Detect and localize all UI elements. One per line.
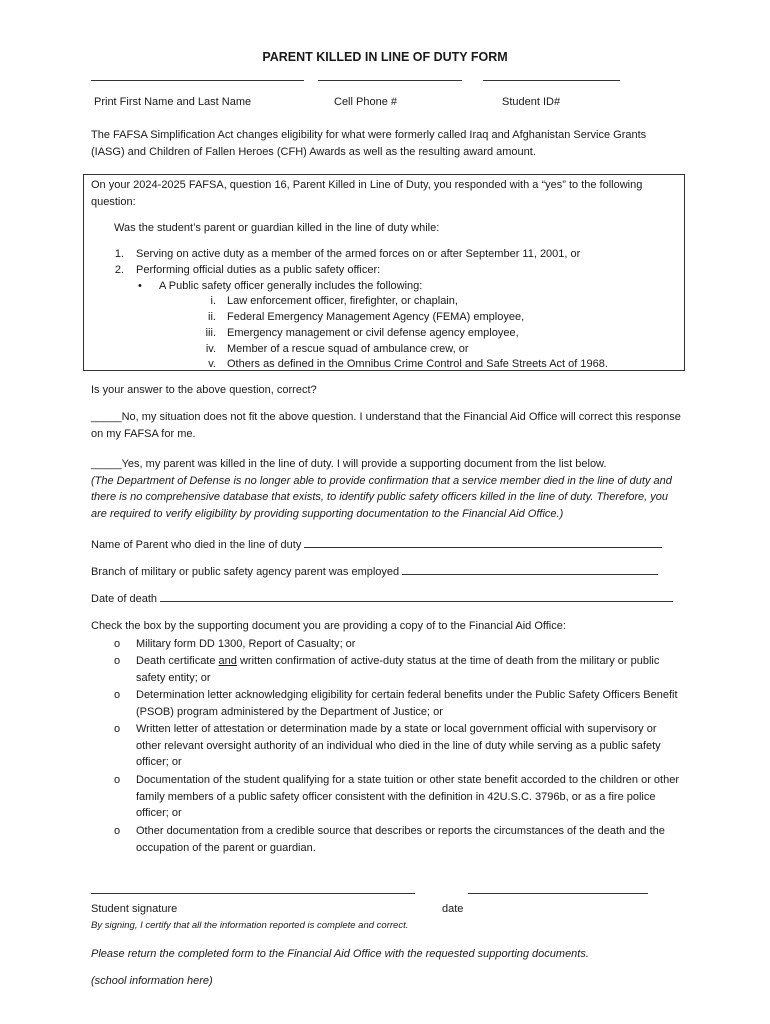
certify-text: By signing, I certify that all the information reported is complete and correct. (91, 920, 409, 931)
question-box (83, 174, 685, 371)
roman-text: Emergency management or civil defense agency employee, (227, 327, 519, 339)
doc-item-3: Determination letter acknowledging eligibility for certain federal benefits under the Public Safety Officers Benefit (PSOB) program administered by the Department of Justice; or (136, 689, 678, 718)
item-text: Performing official duties as a public safety officer: (136, 264, 381, 276)
roman-number: iv. (205, 343, 216, 355)
doc-item-2-post: written confirmation of active-duty status at the time of death from the military or public safety entity; or (136, 655, 660, 684)
doc-item-2-pre: Death certificate (136, 655, 219, 667)
form-title: PARENT KILLED IN LINE OF DUTY FORM (262, 50, 508, 64)
doc-item-4: Written letter of attestation or determination made by a state or local government official with supervisory or other relevant oversight authority of an individual who died in the line of duty while serving as a public safety officer; or (136, 723, 661, 768)
option-no (91, 409, 681, 442)
date-of-death-input[interactable] (160, 591, 673, 602)
parent-name-label: Name of Parent who died in the line of duty (91, 539, 302, 551)
date-label: date (442, 903, 464, 915)
option-yes-note: (The Department of Defense is no longer able to provide confirmation that a service member died in the line of duty and there is no comprehensive database that exists, to identify public safety officers killed in the line of duty. Therefore, you are required to verify eligibility by providing supporting documentation to the Financial Aid Office.) (91, 474, 672, 520)
roman-text: Member of a rescue squad of ambulance crew, or (227, 343, 469, 355)
date-line[interactable] (468, 893, 648, 894)
roman-number: ii. (208, 311, 216, 323)
checkbox-doc-4[interactable]: o (114, 723, 121, 735)
signature-label: Student signature (91, 903, 178, 915)
item-number: 2. (114, 264, 124, 276)
doc-item-6: Other documentation from a credible source that describes or reports the circumstances of the death and the occupation of the parent or guardian. (136, 825, 665, 854)
branch-field (91, 564, 681, 581)
box-intro: On your 2024-2025 FAFSA, question 16, Parent Killed in Line of Duty, you responded with a “yes” to the following question: (91, 179, 643, 208)
item-text: Serving on active duty as a member of the armed forces on or after September 11, 2001, or (136, 248, 581, 260)
bullet-text: A Public safety officer generally includes the following: (159, 280, 423, 292)
checkbox-doc-1[interactable]: o (114, 638, 121, 650)
roman-text: Law enforcement officer, firefighter, or chaplain, (227, 295, 458, 307)
return-note: Please return the completed form to the Financial Aid Office with the requested supporting documents. (91, 948, 589, 960)
option-yes (91, 456, 681, 522)
checkbox-doc-2[interactable]: o (114, 655, 121, 667)
roman-text: Others as defined in the Omnibus Crime Control and Safe Streets Act of 1968. (227, 358, 608, 370)
date-of-death-label: Date of death (91, 593, 158, 605)
bullet-icon: • (138, 280, 142, 292)
date-of-death-field (91, 591, 681, 608)
student-id-line[interactable] (483, 80, 620, 81)
name-label: Print First Name and Last Name (94, 96, 252, 108)
roman-number: iii. (205, 327, 216, 339)
parent-name-input[interactable] (304, 537, 662, 548)
confirm-question: Is your answer to the above question, correct? (91, 384, 317, 396)
branch-label: Branch of military or public safety agency parent was employed (91, 566, 400, 578)
phone-label: Cell Phone # (334, 96, 397, 108)
phone-line[interactable] (318, 80, 462, 81)
signature-line[interactable] (91, 893, 415, 894)
option-no-blank[interactable]: _____ (91, 411, 122, 423)
option-no-text: No, my situation does not fit the above question. I understand that the Financial Aid Office will correct this response on my FAFSA for me. (91, 411, 681, 440)
doc-item-1: Military form DD 1300, Report of Casualty; or (136, 638, 356, 650)
branch-input[interactable] (402, 564, 658, 575)
option-yes-text: Yes, my parent was killed in the line of duty. I will provide a supporting document from the list below. (121, 458, 607, 470)
item-number: 1. (114, 248, 124, 260)
docs-intro: Check the box by the supporting document you are providing a copy of to the Financial Aid Office: (91, 620, 566, 632)
roman-number: v. (208, 358, 216, 370)
intro-paragraph: The FAFSA Simplification Act changes eligibility for what were formerly called Iraq and Afghanistan Service Grants (IASG) and Children of Fallen Heroes (CFH) Awards as well as the resulting award amount. (91, 129, 647, 158)
checkbox-doc-5[interactable]: o (114, 774, 121, 786)
doc-item-5: Documentation of the student qualifying for a state tuition or other state benefit accorded to the children or other family members of a public safety officer consistent with the definition in 42U.S.C. 3796b, or as a fire police officer; or (136, 774, 679, 819)
roman-text: Federal Emergency Management Agency (FEMA) employee, (227, 311, 525, 323)
checkbox-doc-3[interactable]: o (114, 689, 121, 701)
option-yes-blank[interactable]: _____ (91, 458, 122, 470)
doc-item-2 (136, 653, 681, 686)
name-line[interactable] (91, 80, 304, 81)
doc-item-2-and: and (218, 655, 237, 667)
student-id-label: Student ID# (502, 96, 561, 108)
school-info: (school information here) (91, 975, 213, 987)
roman-number: i. (210, 295, 216, 307)
checkbox-doc-6[interactable]: o (114, 825, 121, 837)
box-question: Was the student’s parent or guardian killed in the line of duty while: (114, 222, 440, 234)
parent-name-field (91, 537, 681, 554)
